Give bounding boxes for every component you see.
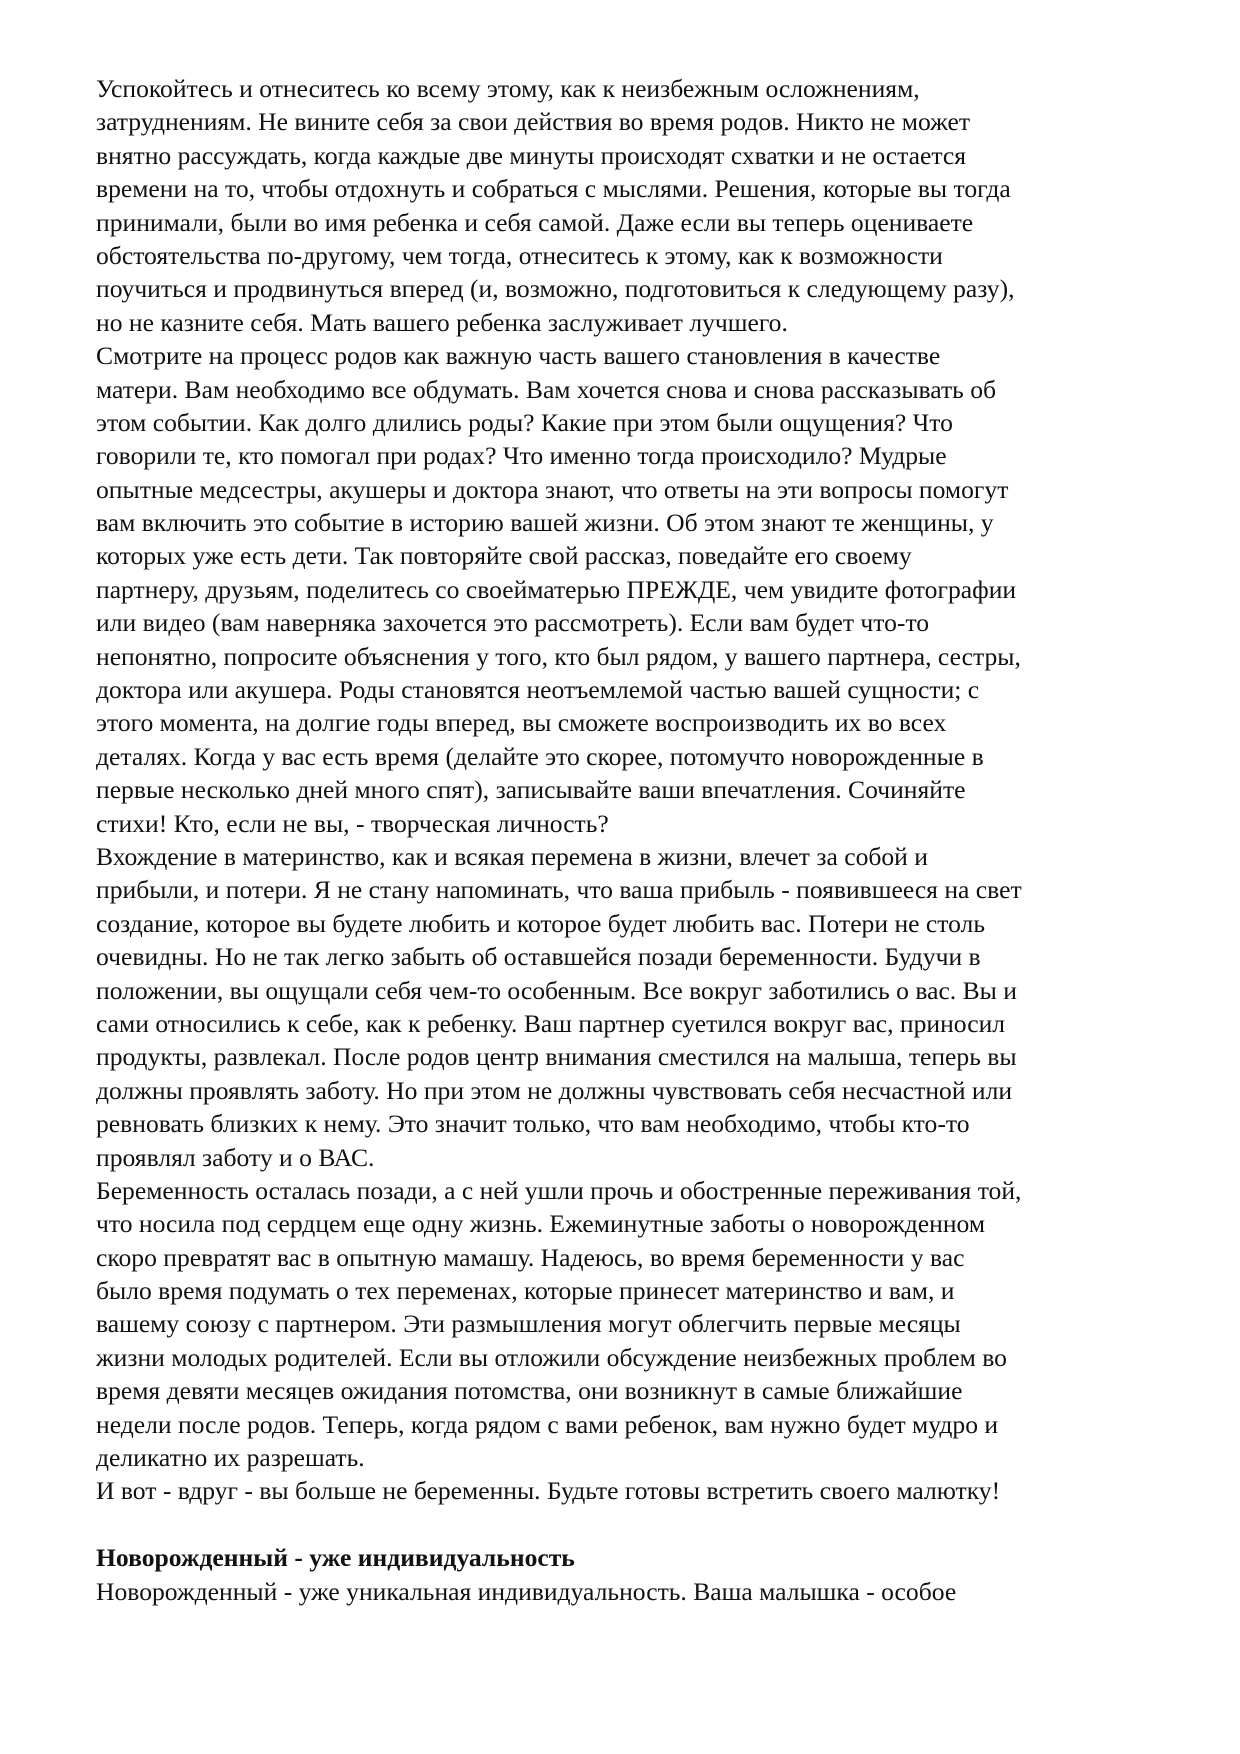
text-line: жизни молодых родителей. Если вы отложили обсуждение неизбежных проблем во xyxy=(96,1342,1007,1372)
text-line: непонятно, попросите объяснения у того, кто был рядом, у вашего партнера, сестры, xyxy=(96,641,1021,671)
text-line: что носила под сердцем еще одну жизнь. Ежеминутные заботы о новорожденном xyxy=(96,1209,986,1239)
paragraph xyxy=(96,339,1166,840)
text-line: деликатно их разрешать. xyxy=(96,1443,365,1473)
text-line: вашему союзу с партнером. Эти размышления могут облегчить первые месяцы xyxy=(96,1309,961,1339)
text-line: положении, вы ощущали себя чем-то особенным. Все вокруг заботились о вас. Вы и xyxy=(96,975,1017,1005)
text-line: этого момента, на долгие годы вперед, вы сможете воспроизводить их во всех xyxy=(96,708,947,738)
text-line: этом событии. Как долго длились роды? Какие при этом были ощущения? Что xyxy=(96,407,953,437)
text-line: время девяти месяцев ожидания потомства, они возникнут в самые ближайшие xyxy=(96,1376,963,1406)
text-line: создание, которое вы будете любить и которое будет любить вас. Потери не столь xyxy=(96,908,986,938)
text-line: проявлял заботу и о ВАС. xyxy=(96,1142,375,1172)
text-line: но не казните себя. Мать вашего ребенка заслуживает лучшего. xyxy=(96,307,788,337)
text-line: продукты, развлекал. После родов центр внимания сместился на малыша, теперь вы xyxy=(96,1042,1017,1072)
text-line: принимали, были во имя ребенка и себя самой. Даже если вы теперь оцениваете xyxy=(96,207,974,237)
text-line: было время подумать о тех переменах, которые принесет материнство и вам, и xyxy=(96,1276,955,1306)
text-line: прибыли, и потери. Я не стану напоминать, что ваша прибыль - появившееся на свет xyxy=(96,875,1022,905)
text-line: говорили те, кто помогал при родах? Что именно тогда происходило? Мудрые xyxy=(96,441,947,471)
text-line: внятно рассуждать, когда каждые две минуты происходят схватки и не остается xyxy=(96,140,966,170)
text-line: Вхождение в материнство, как и всякая перемена в жизни, влечет за собой и xyxy=(96,841,928,871)
text-line: опытные медсестры, акушеры и доктора знают, что ответы на эти вопросы помогут xyxy=(96,474,1009,504)
text-line: обстоятельства по-другому, чем тогда, отнеситесь к этому, как к возможности xyxy=(96,240,943,270)
text-line: времени на то, чтобы отдохнуть и собраться с мыслями. Решения, которые вы тогда xyxy=(96,174,1011,204)
section-heading: Новорожденный - уже индивидуальность xyxy=(96,1543,575,1573)
document-page xyxy=(96,72,1166,1608)
text-line: Новорожденный - уже уникальная индивидуальность. Ваша малышка - особое xyxy=(96,1576,957,1606)
text-line: ревновать близких к нему. Это значит только, что вам необходимо, чтобы кто-то xyxy=(96,1109,970,1139)
text-line: поучиться и продвинуться вперед (и, возможно, подготовиться к следующему разу), xyxy=(96,274,1015,304)
text-line: скоро превратят вас в опытную мамашу. Надеюсь, во время беременности у вас xyxy=(96,1242,965,1272)
text-line: матери. Вам необходимо все обдумать. Вам хочется снова и снова рассказывать об xyxy=(96,374,997,404)
paragraph xyxy=(96,1474,1166,1507)
text-line: вам включить это событие в историю вашей жизни. Об этом знают те женщины, у xyxy=(96,508,994,538)
paragraph xyxy=(96,72,1166,339)
text-line: Беременность осталась позади, а с ней ушли прочь и обостренные переживания той, xyxy=(96,1175,1022,1205)
text-line: сами относились к себе, как к ребенку. Ваш партнер суетился вокруг вас, приносил xyxy=(96,1008,1006,1038)
paragraph xyxy=(96,840,1166,1174)
section xyxy=(96,1541,1166,1608)
text-line: И вот - вдруг - вы больше не беременны. Будьте готовы встретить своего малютку! xyxy=(96,1476,1001,1506)
text-line: очевидны. Но не так легко забыть об оставшейся позади беременности. Будучи в xyxy=(96,942,981,972)
paragraph xyxy=(96,1174,1166,1475)
text-line: первые несколько дней много спят), записывайте ваши впечатления. Сочиняйте xyxy=(96,775,966,805)
text-line: Смотрите на процесс родов как важную часть вашего становления в качестве xyxy=(96,341,941,371)
text-line: недели после родов. Теперь, когда рядом с вами ребенок, вам нужно будет мудро и xyxy=(96,1409,999,1439)
spacer xyxy=(96,1508,1166,1541)
text-line: которых уже есть дети. Так повторяйте свой рассказ, поведайте его своему xyxy=(96,541,912,571)
text-line: или видео (вам наверняка захочется это рассмотреть). Если вам будет что-то xyxy=(96,608,930,638)
text-line: Успокойтесь и отнеситесь ко всему этому, как к неизбежным осложнениям, xyxy=(96,74,920,103)
text-line: затруднениям. Не вините себя за свои действия во время родов. Никто не может xyxy=(96,107,971,137)
text-line: доктора или акушера. Роды становятся неотъемлемой частью вашей сущности; с xyxy=(96,675,980,705)
text-line: стихи! Кто, если не вы, - творческая личность? xyxy=(96,808,609,838)
text-line: должны проявлять заботу. Но при этом не должны чувствовать себя несчастной или xyxy=(96,1075,1013,1105)
text-line: деталях. Когда у вас есть время (делайте это скорее, потомучто новорожденные в xyxy=(96,741,984,771)
text-line: партнеру, друзьям, поделитесь со своейматерью ПРЕЖДЕ, чем увидите фотографии xyxy=(96,574,1017,604)
